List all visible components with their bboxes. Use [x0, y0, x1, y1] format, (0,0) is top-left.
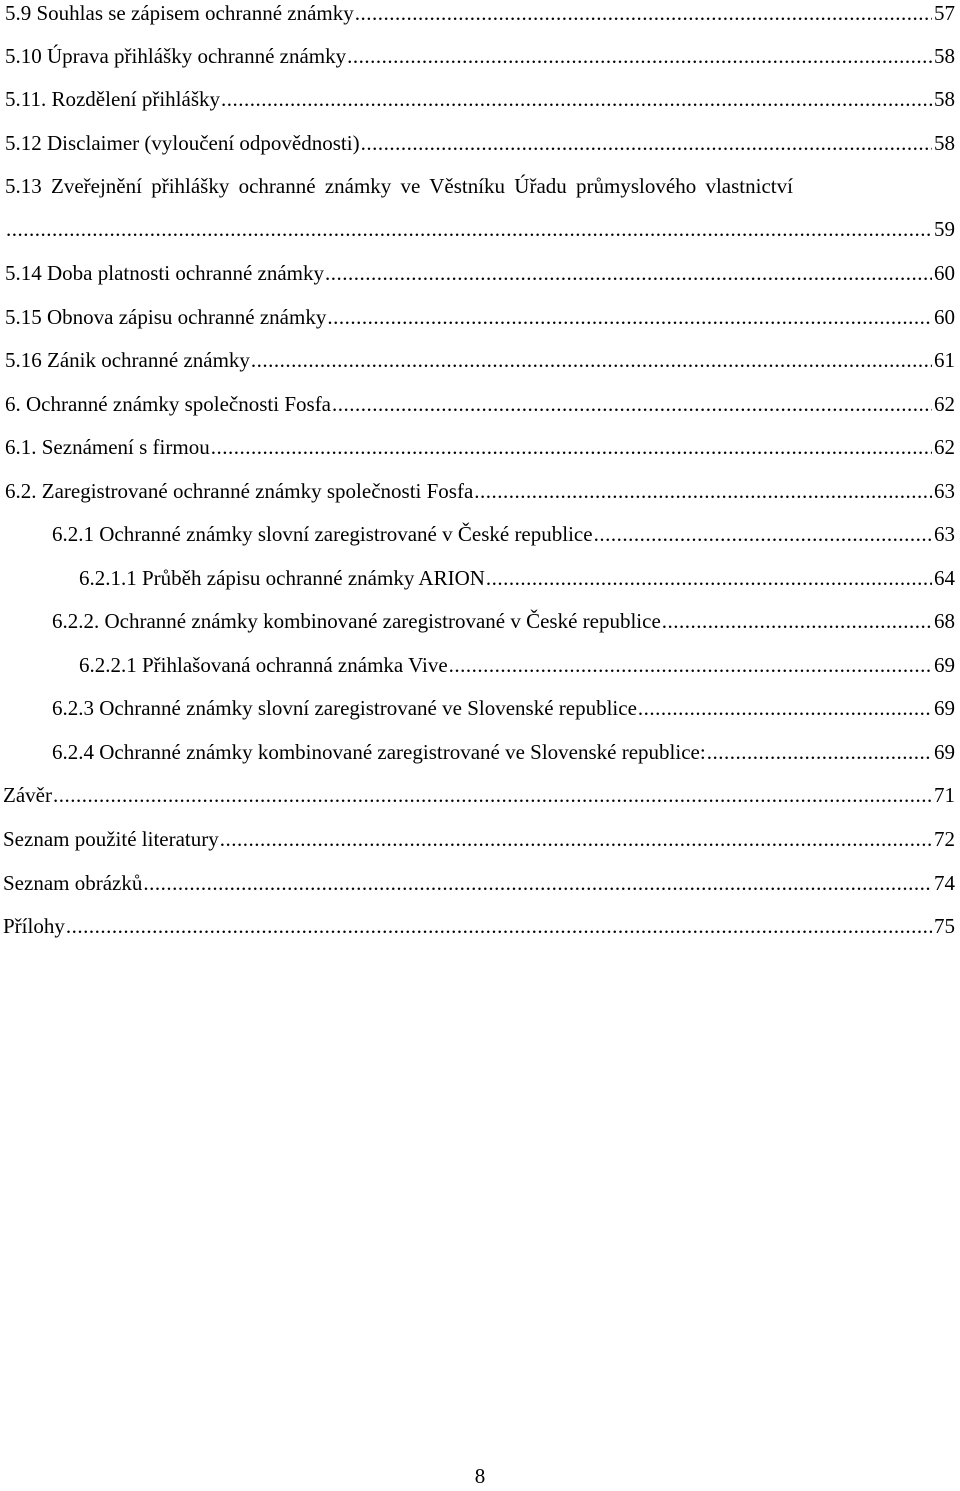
toc-dot-leader	[143, 868, 932, 898]
toc-entry[interactable]	[3, 911, 955, 941]
toc-page-number: 60	[934, 305, 955, 329]
toc-page-number: 74	[934, 871, 955, 895]
toc-entry-label: 6.2.1.1 Průběh zápisu ochranné známky ARION	[79, 566, 485, 590]
toc-entry[interactable]	[5, 41, 955, 71]
toc-entry[interactable]	[5, 128, 955, 158]
toc-page-number: 75	[934, 914, 955, 938]
toc-dot-leader	[211, 432, 932, 462]
toc-entry-label: 6.2.3 Ochranné známky slovní zaregistrované ve Slovenské republice	[52, 696, 637, 720]
toc-entry-label: Závěr	[3, 783, 52, 807]
toc-page-number: 69	[934, 653, 955, 677]
toc-entry-label: 5.12 Disclaimer (vyloučení odpovědnosti)	[5, 131, 360, 155]
toc-page-number: 64	[934, 566, 955, 590]
toc-dot-leader	[347, 41, 932, 71]
toc-dot-leader	[325, 258, 932, 288]
toc-entry[interactable]	[5, 258, 955, 288]
toc-dot-leader	[332, 389, 932, 419]
toc-dot-leader	[6, 214, 932, 244]
toc-entry-label: Seznam použité literatury	[3, 827, 219, 851]
toc-entry[interactable]	[79, 563, 955, 593]
toc-entry-label: 6.2.2. Ochranné známky kombinované zaregistrované v České republice	[52, 609, 661, 633]
toc-page-number: 58	[934, 44, 955, 68]
toc-entry[interactable]	[52, 519, 955, 549]
toc-entry-label: 6. Ochranné známky společnosti Fosfa	[5, 392, 332, 416]
toc-page-number: 63	[934, 479, 955, 503]
toc-dot-leader	[327, 302, 932, 332]
toc-page-number: 71	[934, 783, 955, 807]
toc-page-number: 63	[934, 522, 955, 546]
toc-dot-leader	[594, 519, 932, 549]
toc-entry-label: 6.2.4 Ochranné známky kombinované zaregistrované ve Slovenské republice:	[52, 740, 706, 764]
toc-page-number: 61	[934, 348, 955, 372]
toc-dot-leader	[486, 563, 932, 593]
toc-dot-leader	[638, 693, 932, 723]
toc-dot-leader	[221, 84, 932, 114]
toc-page-number: 58	[934, 87, 955, 111]
toc-page-number: 59	[934, 217, 955, 241]
toc-entry[interactable]	[5, 476, 955, 506]
toc-entry[interactable]	[5, 389, 955, 419]
toc-dot-leader	[662, 606, 932, 636]
toc-entry-label: 5.14 Doba platnosti ochranné známky	[5, 261, 324, 285]
toc-entry-label[interactable]: 5.13 Zveřejnění přihlášky ochranné známky ve Věstníku Úřadu průmyslového vlastnictví	[5, 174, 793, 198]
toc-page-number: 62	[934, 392, 955, 416]
toc-dot-leader	[361, 128, 932, 158]
toc-entry-label: 6.2.1 Ochranné známky slovní zaregistrované v České republice	[52, 522, 593, 546]
toc-entry[interactable]	[3, 868, 955, 898]
toc-entry-continuation[interactable]	[5, 214, 955, 244]
toc-entry-label: 5.11. Rozdělení přihlášky	[5, 87, 221, 111]
toc-entry[interactable]	[52, 693, 955, 723]
toc-entry-label: 5.16 Zánik ochranné známky	[5, 348, 250, 372]
toc-entry[interactable]	[5, 432, 955, 462]
toc-page-number: 57	[934, 1, 955, 25]
toc-entry-label: 5.9 Souhlas se zápisem ochranné známky	[5, 1, 354, 25]
toc-entry[interactable]	[52, 606, 955, 636]
toc-entry[interactable]	[79, 650, 955, 680]
toc-entry[interactable]	[5, 84, 955, 114]
toc-page-number: 58	[934, 131, 955, 155]
toc-entry-label: Seznam obrázků	[3, 871, 143, 895]
toc-entry[interactable]	[5, 345, 955, 375]
toc-entry-label: 5.10 Úprava přihlášky ochranné známky	[5, 44, 347, 68]
toc-dot-leader	[66, 911, 932, 941]
toc-dot-leader	[355, 0, 932, 28]
toc-page-number: 69	[934, 740, 955, 764]
toc-entry-label: Přílohy	[3, 914, 65, 938]
toc-entry-label: 6.2.2.1 Přihlašovaná ochranná známka Vive	[79, 653, 448, 677]
toc-dot-leader	[220, 824, 932, 854]
page-number: 8	[474, 1464, 486, 1488]
toc-page-number: 72	[934, 827, 955, 851]
toc-page-number: 62	[934, 435, 955, 459]
toc-entry-label: 5.15 Obnova zápisu ochranné známky	[5, 305, 327, 329]
toc-page-number: 68	[934, 609, 955, 633]
toc-dot-leader	[707, 737, 932, 767]
toc-dot-leader	[251, 345, 932, 375]
toc-entry[interactable]	[5, 302, 955, 332]
toc-dot-leader	[474, 476, 932, 506]
toc-entry[interactable]	[52, 737, 955, 767]
toc-entry-label: 6.1. Seznámení s firmou	[5, 435, 210, 459]
toc-entry-label: 6.2. Zaregistrované ochranné známky společnosti Fosfa	[5, 479, 474, 503]
toc-entry[interactable]	[5, 0, 955, 28]
toc-entry[interactable]	[3, 824, 955, 854]
toc-dot-leader	[53, 780, 932, 810]
toc-page-number: 60	[934, 261, 955, 285]
toc-entry[interactable]	[3, 780, 955, 810]
toc-page-number: 69	[934, 696, 955, 720]
toc-dot-leader	[449, 650, 932, 680]
